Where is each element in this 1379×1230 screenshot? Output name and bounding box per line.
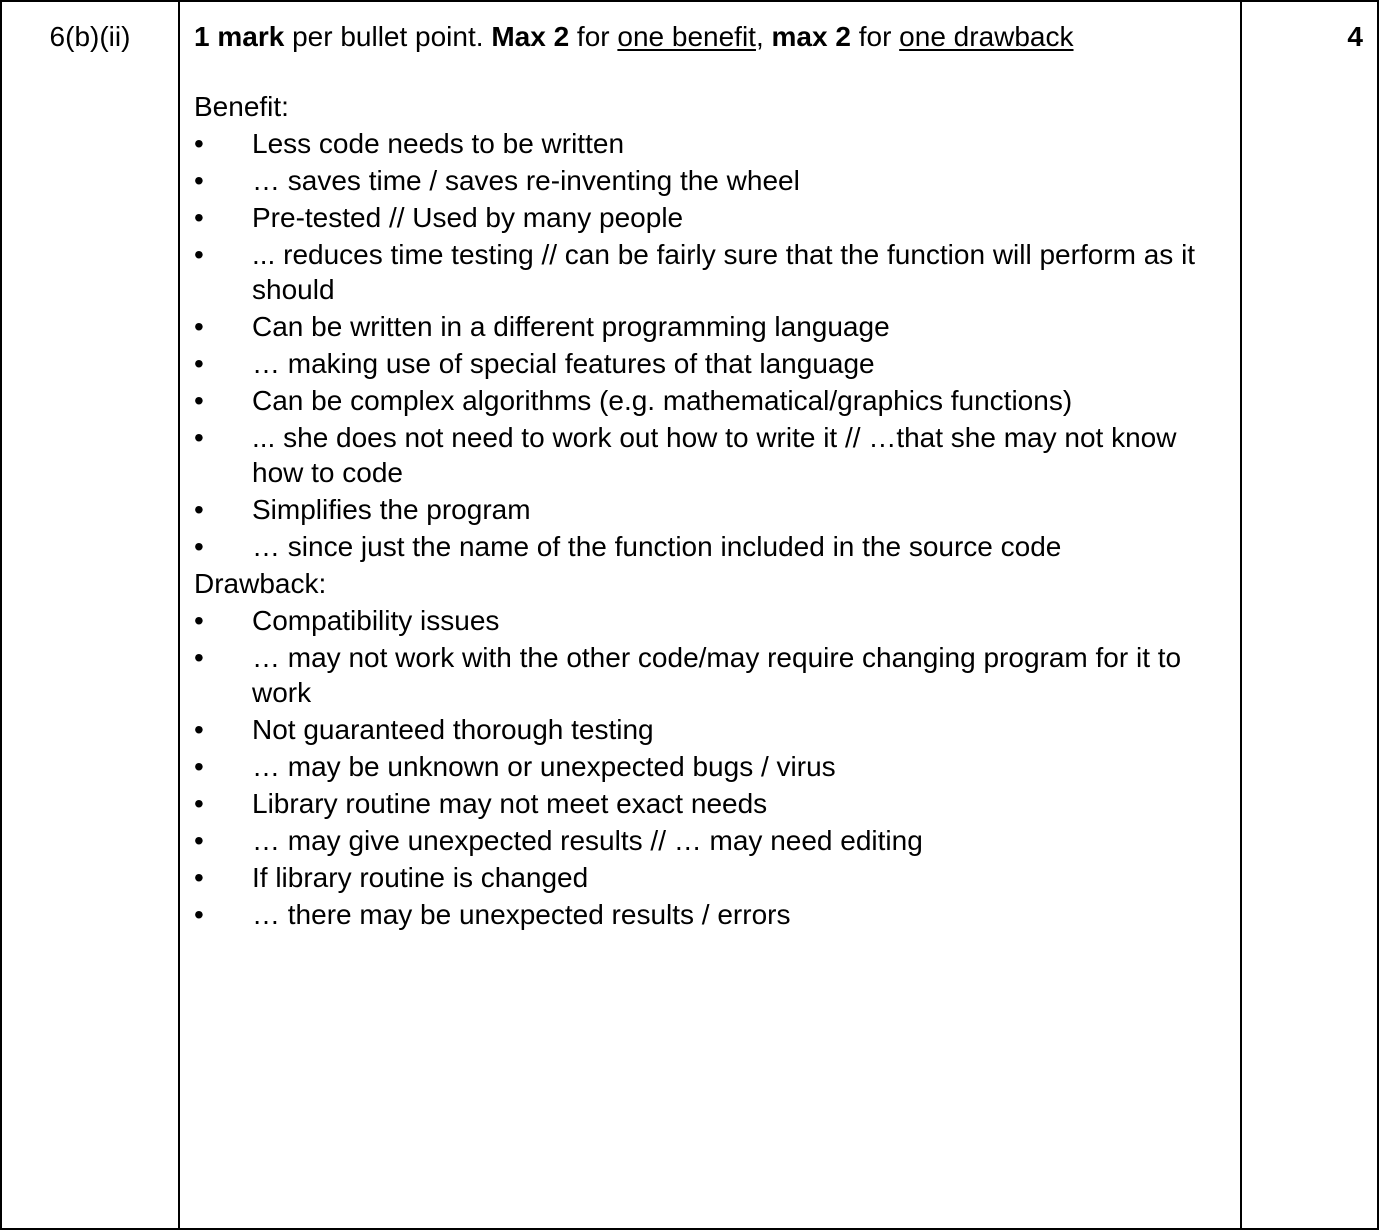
list-item — [194, 603, 1226, 638]
benefit-point-text: Simplifies the program — [252, 494, 531, 525]
drawback-point-group — [194, 786, 1226, 858]
guidance-underline: one benefit — [617, 21, 756, 52]
benefit-point-text: ... reduces time testing // can be fairly sure that the function will perform as it should — [252, 239, 1196, 305]
drawback-point-group — [194, 860, 1226, 932]
bullet-icon: • — [194, 531, 204, 562]
benefit-point-group — [194, 492, 1226, 564]
guidance-bold: 1 mark — [194, 21, 285, 52]
benefit-point-group — [194, 309, 1226, 381]
bullet-icon: • — [194, 311, 204, 342]
bullet-icon: • — [194, 202, 204, 233]
drawback-point-text: Compatibility issues — [252, 605, 500, 636]
bullet-icon: • — [194, 862, 204, 893]
guidance-text: , — [755, 21, 772, 52]
bullet-icon: • — [194, 128, 204, 159]
bullet-icon: • — [194, 825, 204, 856]
list-item — [194, 529, 1226, 564]
bullet-icon: • — [194, 385, 204, 416]
list-item — [194, 786, 1226, 821]
list-item — [194, 126, 1226, 161]
guidance-underline: one drawback — [899, 21, 1074, 52]
bullet-icon: • — [194, 899, 204, 930]
drawback-point-text: … may not work with the other code/may require changing program for it to work — [252, 642, 1182, 708]
benefit-point-text: … since just the name of the function included in the source code — [252, 531, 1062, 562]
bullet-icon: • — [194, 714, 204, 745]
drawback-point-text: … there may be unexpected results / errors — [252, 899, 791, 930]
guidance-bold: max 2 — [771, 21, 851, 52]
drawback-point-group — [194, 712, 1226, 784]
drawback-heading: Drawback: — [194, 568, 327, 599]
benefit-point-text: Can be complex algorithms (e.g. mathematical/graphics functions) — [252, 385, 1073, 416]
bullet-icon: • — [194, 605, 204, 636]
bullet-icon: • — [194, 494, 204, 525]
list-item — [194, 200, 1226, 235]
list-item — [194, 346, 1226, 381]
list-item — [194, 823, 1226, 858]
benefit-point-text: ... she does not need to work out how to write it // …that she may not know how to code — [252, 422, 1177, 488]
list-item — [194, 492, 1226, 527]
list-item — [194, 383, 1226, 418]
bullet-icon: • — [194, 751, 204, 782]
benefit-point-text: … making use of special features of that language — [252, 348, 875, 379]
drawback-point-text: … may be unknown or unexpected bugs / virus — [252, 751, 836, 782]
list-item — [194, 860, 1226, 895]
drawback-point-group — [194, 603, 1226, 710]
benefit-list — [194, 126, 1226, 564]
benefit-point-group — [194, 126, 1226, 198]
bullet-icon: • — [194, 422, 204, 453]
list-item — [194, 712, 1226, 747]
table-row — [1, 1, 1378, 1229]
guidance-bold: Max 2 — [491, 21, 570, 52]
guidance-text: for — [850, 21, 900, 52]
question-number-cell — [1, 1, 179, 1229]
benefit-point-group — [194, 383, 1226, 490]
benefit-point-text: … saves time / saves re-inventing the wheel — [252, 165, 800, 196]
list-item — [194, 237, 1226, 307]
bullet-icon: • — [194, 239, 204, 270]
drawback-point-text: … may give unexpected results // … may need editing — [252, 825, 923, 856]
drawback-list — [194, 603, 1226, 932]
drawback-point-text: Library routine may not meet exact needs — [252, 788, 768, 819]
list-item — [194, 640, 1226, 710]
benefit-heading: Benefit: — [194, 91, 289, 122]
list-item — [194, 749, 1226, 784]
marking-guidance — [194, 19, 1226, 54]
list-item — [194, 309, 1226, 344]
marks-cell — [1241, 1, 1378, 1229]
marks-value: 4 — [1347, 21, 1363, 52]
bullet-icon: • — [194, 165, 204, 196]
answer-cell — [179, 1, 1241, 1229]
drawback-point-text: If library routine is changed — [252, 862, 589, 893]
benefit-point-text: Pre-tested // Used by many people — [252, 202, 684, 233]
benefit-point-group — [194, 200, 1226, 307]
list-item — [194, 420, 1226, 490]
bullet-icon: • — [194, 348, 204, 379]
guidance-text: per bullet point. — [284, 21, 492, 52]
guidance-text: for — [569, 21, 618, 52]
list-item — [194, 163, 1226, 198]
benefit-point-text: Less code needs to be written — [252, 128, 625, 159]
drawback-point-text: Not guaranteed thorough testing — [252, 714, 654, 745]
list-item — [194, 897, 1226, 932]
benefit-point-text: Can be written in a different programming language — [252, 311, 890, 342]
bullet-icon: • — [194, 788, 204, 819]
bullet-icon: • — [194, 642, 204, 673]
question-number: 6(b)(ii) — [49, 21, 131, 52]
